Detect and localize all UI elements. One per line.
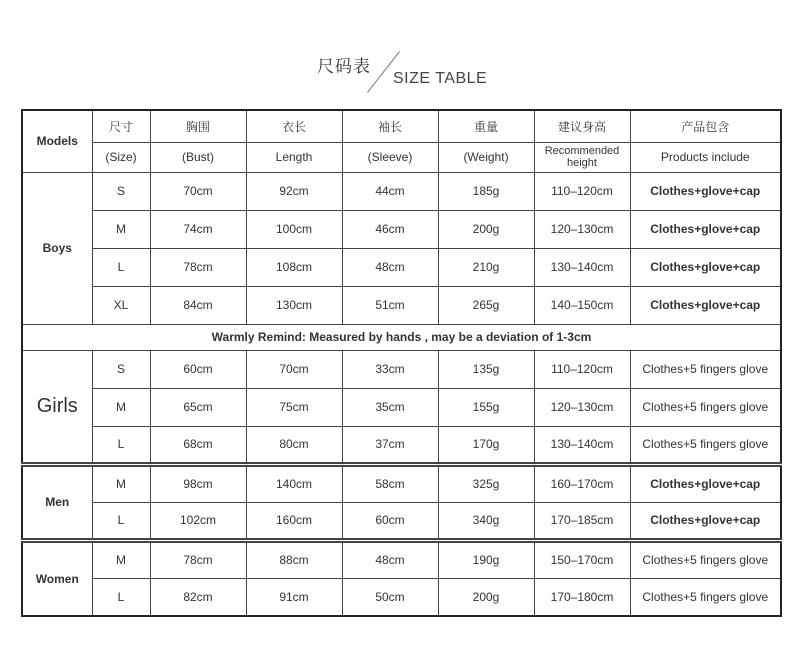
group-girls: Girls xyxy=(22,350,92,464)
table-row xyxy=(22,502,781,540)
header-row-cn xyxy=(22,110,781,142)
table-row xyxy=(22,540,781,578)
cell-sleeve: 58cm xyxy=(342,464,438,502)
cell-include: Clothes+5 fingers glove xyxy=(630,350,781,388)
cell-size: L xyxy=(92,426,150,464)
cell-length: 70cm xyxy=(246,350,342,388)
cell-height: 150–170cm xyxy=(534,540,630,578)
cell-height: 110–120cm xyxy=(534,172,630,210)
cell-height: 130–140cm xyxy=(534,426,630,464)
cell-bust: 78cm xyxy=(150,248,246,286)
cell-sleeve: 60cm xyxy=(342,502,438,540)
cell-weight: 200g xyxy=(438,210,534,248)
cell-bust: 68cm xyxy=(150,426,246,464)
cell-bust: 84cm xyxy=(150,286,246,324)
cell-bust: 74cm xyxy=(150,210,246,248)
cell-size: M xyxy=(92,464,150,502)
header-size-cn: 尺寸 xyxy=(92,110,150,142)
cell-length: 91cm xyxy=(246,578,342,616)
table-row xyxy=(22,172,781,210)
group-men: Men xyxy=(22,464,92,540)
cell-weight: 170g xyxy=(438,426,534,464)
cell-size: S xyxy=(92,172,150,210)
cell-sleeve: 48cm xyxy=(342,540,438,578)
cell-weight: 210g xyxy=(438,248,534,286)
cell-length: 100cm xyxy=(246,210,342,248)
cell-size: S xyxy=(92,350,150,388)
cell-size: M xyxy=(92,540,150,578)
cell-length: 108cm xyxy=(246,248,342,286)
cell-size: L xyxy=(92,578,150,616)
cell-weight: 155g xyxy=(438,388,534,426)
cell-include: Clothes+glove+cap xyxy=(630,286,781,324)
header-length-en: Length xyxy=(246,142,342,172)
table-row xyxy=(22,464,781,502)
cell-size: XL xyxy=(92,286,150,324)
cell-height: 170–180cm xyxy=(534,578,630,616)
cell-include: Clothes+glove+cap xyxy=(630,464,781,502)
cell-sleeve: 44cm xyxy=(342,172,438,210)
cell-include: Clothes+5 fingers glove xyxy=(630,578,781,616)
header-sleeve-en: (Sleeve) xyxy=(342,142,438,172)
remind-row xyxy=(22,324,781,350)
cell-length: 130cm xyxy=(246,286,342,324)
cell-bust: 98cm xyxy=(150,464,246,502)
cell-sleeve: 46cm xyxy=(342,210,438,248)
title-en: SIZE TABLE xyxy=(393,70,488,87)
cell-length: 88cm xyxy=(246,540,342,578)
cell-sleeve: 37cm xyxy=(342,426,438,464)
header-include-en: Products include xyxy=(630,142,781,172)
cell-include: Clothes+glove+cap xyxy=(630,248,781,286)
cell-sleeve: 48cm xyxy=(342,248,438,286)
cell-weight: 190g xyxy=(438,540,534,578)
cell-sleeve: 51cm xyxy=(342,286,438,324)
table-row xyxy=(22,388,781,426)
cell-weight: 185g xyxy=(438,172,534,210)
cell-weight: 340g xyxy=(438,502,534,540)
remind-note: Warmly Remind: Measured by hands , may be a deviation of 1-3cm xyxy=(22,324,781,350)
header-length-cn: 衣长 xyxy=(246,110,342,142)
cell-height: 120–130cm xyxy=(534,210,630,248)
cell-weight: 200g xyxy=(438,578,534,616)
cell-include: Clothes+glove+cap xyxy=(630,210,781,248)
header-weight-cn: 重量 xyxy=(438,110,534,142)
header-models: Models xyxy=(22,110,92,172)
cell-height: 160–170cm xyxy=(534,464,630,502)
cell-size: L xyxy=(92,502,150,540)
cell-bust: 60cm xyxy=(150,350,246,388)
cell-sleeve: 50cm xyxy=(342,578,438,616)
size-table-header xyxy=(0,0,800,108)
cell-length: 92cm xyxy=(246,172,342,210)
group-boys: Boys xyxy=(22,172,92,324)
table-row xyxy=(22,578,781,616)
table-row xyxy=(22,426,781,464)
header-height-cn: 建议身高 xyxy=(534,110,630,142)
cell-bust: 78cm xyxy=(150,540,246,578)
cell-size: M xyxy=(92,210,150,248)
title-cn: 尺码表 xyxy=(317,57,371,77)
cell-weight: 265g xyxy=(438,286,534,324)
cell-height: 110–120cm xyxy=(534,350,630,388)
cell-include: Clothes+glove+cap xyxy=(630,502,781,540)
header-size-en: (Size) xyxy=(92,142,150,172)
cell-include: Clothes+5 fingers glove xyxy=(630,540,781,578)
cell-include: Clothes+5 fingers glove xyxy=(630,426,781,464)
table-row xyxy=(22,248,781,286)
cell-bust: 82cm xyxy=(150,578,246,616)
table-row xyxy=(22,350,781,388)
cell-include: Clothes+5 fingers glove xyxy=(630,388,781,426)
size-table xyxy=(21,109,782,617)
cell-bust: 65cm xyxy=(150,388,246,426)
group-women: Women xyxy=(22,540,92,616)
cell-bust: 102cm xyxy=(150,502,246,540)
header-height-en: Recommended height xyxy=(534,142,630,172)
cell-height: 130–140cm xyxy=(534,248,630,286)
cell-height: 140–150cm xyxy=(534,286,630,324)
header-sleeve-cn: 袖长 xyxy=(342,110,438,142)
cell-weight: 135g xyxy=(438,350,534,388)
cell-include: Clothes+glove+cap xyxy=(630,172,781,210)
cell-height: 170–185cm xyxy=(534,502,630,540)
header-bust-cn: 胸围 xyxy=(150,110,246,142)
header-weight-en: (Weight) xyxy=(438,142,534,172)
cell-length: 80cm xyxy=(246,426,342,464)
header-row-en xyxy=(22,142,781,172)
table-row xyxy=(22,286,781,324)
cell-sleeve: 35cm xyxy=(342,388,438,426)
cell-height: 120–130cm xyxy=(534,388,630,426)
cell-weight: 325g xyxy=(438,464,534,502)
table-row xyxy=(22,210,781,248)
cell-sleeve: 33cm xyxy=(342,350,438,388)
cell-length: 140cm xyxy=(246,464,342,502)
header-include-cn: 产品包含 xyxy=(630,110,781,142)
cell-length: 75cm xyxy=(246,388,342,426)
cell-size: L xyxy=(92,248,150,286)
cell-size: M xyxy=(92,388,150,426)
cell-bust: 70cm xyxy=(150,172,246,210)
cell-length: 160cm xyxy=(246,502,342,540)
header-bust-en: (Bust) xyxy=(150,142,246,172)
